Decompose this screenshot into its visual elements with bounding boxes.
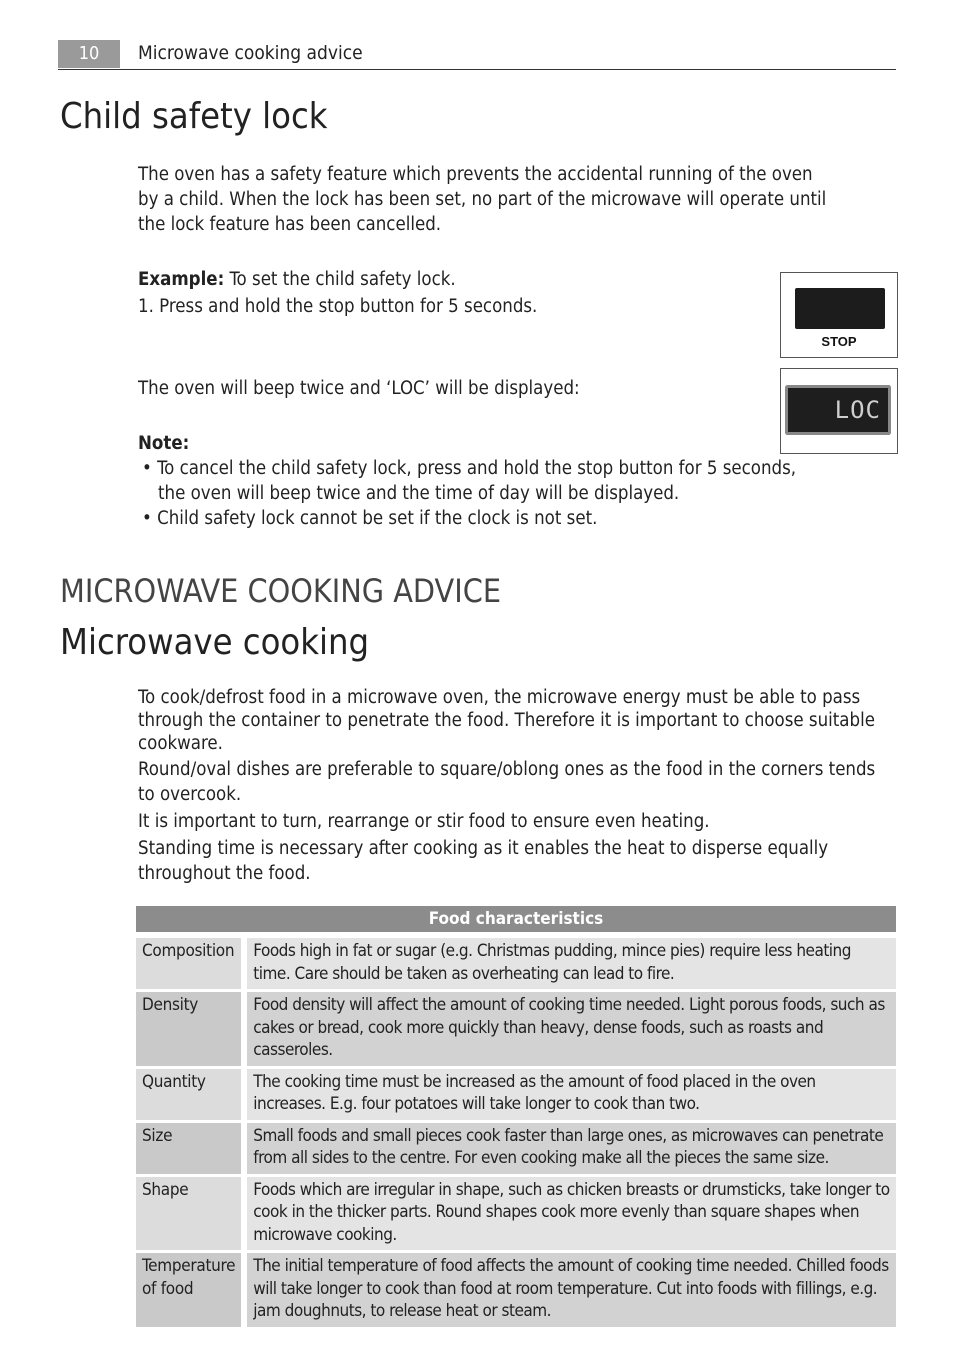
beep-text: The oven will beep twice and ‘LOC’ will be displayed: xyxy=(138,378,580,399)
display-text: LOC xyxy=(834,396,881,424)
stop-button-illustration xyxy=(780,272,898,358)
table-cell-value: The initial temperature of food affects the amount of cooking time needed. Chilled foods will take longer to cook than food at room temperature. Cut into foods with fillings, e.g. jam doughnuts, to release heat or steam. xyxy=(244,1252,896,1327)
table-cell-value: The cooking time must be increased as the amount of food placed in the oven increases. E.g. four potatoes will take longer to cook than two. xyxy=(244,1067,896,1121)
example-text: To set the child safety lock. xyxy=(224,269,456,290)
step-1: 1. Press and hold the stop button for 5 seconds. xyxy=(138,296,538,317)
table-row xyxy=(136,1252,896,1327)
child-lock-intro: The oven has a safety feature which prevents the accidental running of the oven by a child. When the lock has been set, no part of the microwave will operate until the lock feature has been cancelled. xyxy=(138,164,827,235)
table-row xyxy=(136,1067,896,1121)
header-rule xyxy=(58,69,896,70)
note-item: • Child safety lock cannot be set if the clock is not set. xyxy=(142,508,598,529)
table-cell-key: Density xyxy=(136,991,244,1068)
table-cell-key: Size xyxy=(136,1121,244,1175)
table-cell-value: Foods high in fat or sugar (e.g. Christmas pudding, mince pies) require less heating time. Care should be taken as overheating can lead to fire. xyxy=(244,935,896,991)
table-header: Food characteristics xyxy=(136,906,896,935)
table-row xyxy=(136,991,896,1068)
table-cell-key: Composition xyxy=(136,935,244,991)
advice-paragraph: Round/oval dishes are preferable to square/oblong ones as the food in the corners tends to overcook. xyxy=(138,759,876,805)
loc-display-illustration xyxy=(780,368,898,454)
note-label: Note: xyxy=(138,433,190,454)
table-cell-key: Temperature of food xyxy=(136,1252,244,1327)
example-line xyxy=(138,267,456,292)
table-cell-key: Quantity xyxy=(136,1067,244,1121)
page-number: 10 xyxy=(58,40,120,68)
child-lock-heading: Child safety lock xyxy=(60,96,328,137)
example-label: Example: xyxy=(138,269,225,290)
table-row xyxy=(136,1121,896,1175)
running-header-title: Microwave cooking advice xyxy=(138,42,363,64)
advice-paragraph: To cook/defrost food in a microwave oven, the microwave energy must be able to pass through the container to penetrate the food. Therefore it is important to choose suitable cookware. xyxy=(138,687,875,754)
stop-button-label: STOP xyxy=(821,334,857,349)
food-characteristics-table xyxy=(136,906,896,1327)
section-heading: MICROWAVE COOKING ADVICE xyxy=(60,572,501,610)
advice-paragraph: Standing time is necessary after cooking as it enables the heat to disperse equally throughout the food. xyxy=(138,838,829,884)
table-cell-key: Shape xyxy=(136,1175,244,1252)
table-row xyxy=(136,935,896,991)
display-screen xyxy=(785,385,891,435)
note-item: • To cancel the child safety lock, press and hold the stop button for 5 seconds, the oven will beep twice and the time of day will be displayed. xyxy=(142,458,797,504)
stop-button-icon xyxy=(795,288,885,329)
table-cell-value: Small foods and small pieces cook faster than large ones, as microwaves can penetrate from all sides to the centre. For even cooking make all the pieces the same size. xyxy=(244,1121,896,1175)
table-cell-value: Foods which are irregular in shape, such as chicken breasts or drumsticks, take longer to cook in the thicker parts. Round shapes cook more evenly than square shapes when microwave cooking. xyxy=(244,1175,896,1252)
advice-paragraphs xyxy=(138,686,888,886)
advice-paragraph: It is important to turn, rearrange or stir food to ensure even heating. xyxy=(138,811,710,832)
table-cell-value: Food density will affect the amount of cooking time needed. Light porous foods, such as cakes or bread, cook more quickly than heavy, dense foods, such as roasts and casseroles. xyxy=(244,991,896,1068)
microwave-cooking-heading: Microwave cooking xyxy=(60,622,370,663)
table-row xyxy=(136,1175,896,1252)
